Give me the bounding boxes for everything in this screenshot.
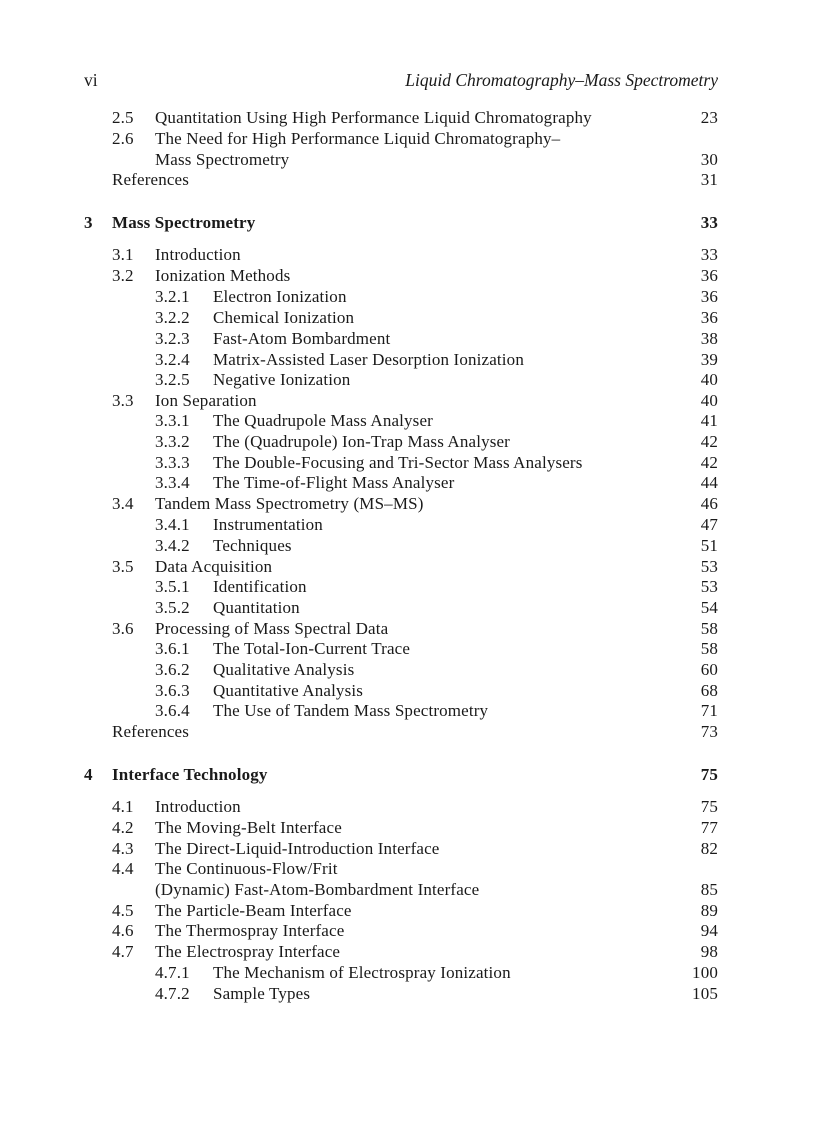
toc-entry-title: Fast-Atom Bombardment bbox=[213, 329, 391, 348]
toc-entry-page: 23 bbox=[700, 108, 718, 127]
toc-subsection-entry bbox=[155, 660, 718, 681]
toc-entry-title: The Thermospray Interface bbox=[155, 921, 345, 940]
toc-subsection-entry bbox=[155, 701, 718, 722]
toc-entry-page: 40 bbox=[700, 391, 718, 410]
toc-entry bbox=[112, 921, 718, 942]
toc-subsection-entry bbox=[155, 984, 718, 1005]
toc-entry-number: 2.5 bbox=[112, 108, 134, 127]
toc-entry-number: 4.4 bbox=[112, 859, 134, 878]
toc-subsection-entry bbox=[155, 515, 718, 536]
toc-entry-title: Techniques bbox=[213, 536, 292, 555]
toc-entry-page: 54 bbox=[700, 598, 718, 617]
toc-entry bbox=[112, 129, 718, 150]
toc-entry bbox=[112, 880, 718, 901]
toc-entry-title: The Direct-Liquid-Introduction Interface bbox=[155, 839, 440, 858]
toc-entry-number: 4.2 bbox=[112, 818, 134, 837]
toc-entry-title: References bbox=[112, 170, 190, 189]
toc-entry-number: 4 bbox=[84, 765, 93, 784]
toc-entry-title: The Particle-Beam Interface bbox=[155, 901, 352, 920]
toc-entry-title: Introduction bbox=[155, 797, 241, 816]
toc-entry-title: Matrix-Assisted Laser Desorption Ionization bbox=[213, 350, 524, 369]
toc-entry-number: 4.6 bbox=[112, 921, 134, 940]
toc-entry-title: The (Quadrupole) Ion-Trap Mass Analyser bbox=[213, 432, 510, 451]
toc-entry-page: 42 bbox=[700, 432, 718, 451]
toc-entry bbox=[112, 266, 718, 287]
toc-entry-number: 3.4.2 bbox=[155, 536, 190, 555]
toc-subsection-entry bbox=[155, 287, 718, 308]
toc-subsection-entry bbox=[155, 577, 718, 598]
toc-entry-page: 30 bbox=[700, 150, 718, 169]
toc-entry-number: 3.3 bbox=[112, 391, 134, 410]
toc-subsection-entry bbox=[155, 639, 718, 660]
toc-entry bbox=[112, 494, 718, 515]
toc-entry-title: The Moving-Belt Interface bbox=[155, 818, 342, 837]
toc-entry-page: 47 bbox=[700, 515, 718, 534]
toc-subsection-entry bbox=[155, 329, 718, 350]
toc-entry-page: 75 bbox=[700, 765, 718, 784]
toc-entry-number: 3.2.5 bbox=[155, 370, 190, 389]
running-title: Liquid Chromatography–Mass Spectrometry bbox=[405, 70, 718, 90]
toc-entry-title: Interface Technology bbox=[112, 765, 268, 784]
toc-entry-number: 2.6 bbox=[112, 129, 134, 148]
toc-entry-page: 36 bbox=[700, 308, 718, 327]
toc-entry-title: Qualitative Analysis bbox=[213, 660, 355, 679]
toc-entry bbox=[112, 557, 718, 578]
toc-entry-title: Ion Separation bbox=[155, 391, 257, 410]
toc-entry-page: 77 bbox=[700, 818, 718, 837]
toc-entry-number: 3.6.1 bbox=[155, 639, 190, 658]
toc-entry bbox=[112, 818, 718, 839]
toc-entry-title: Sample Types bbox=[213, 984, 311, 1003]
toc-entry bbox=[112, 170, 718, 191]
toc-entry-page: 38 bbox=[700, 329, 718, 348]
toc-entry bbox=[112, 245, 718, 266]
toc-entry-title: Mass Spectrometry bbox=[155, 150, 290, 169]
toc-entry-page: 41 bbox=[700, 411, 718, 430]
toc-entry-number: 4.7 bbox=[112, 942, 134, 961]
toc-entry bbox=[112, 797, 718, 818]
toc-entry-number: 3.3.2 bbox=[155, 432, 190, 451]
toc-entry-number: 4.7.1 bbox=[155, 963, 190, 982]
toc-entry-page: 39 bbox=[700, 350, 718, 369]
toc-entry-title: Chemical Ionization bbox=[213, 308, 355, 327]
toc-entry-title: (Dynamic) Fast-Atom-Bombardment Interface bbox=[155, 880, 480, 899]
toc-subsection-entry bbox=[155, 963, 718, 984]
toc-entry bbox=[112, 722, 718, 743]
toc-entry-title: Instrumentation bbox=[213, 515, 323, 534]
toc-entry-page: 46 bbox=[700, 494, 718, 513]
toc-entry-title: Quantitation Using High Performance Liquid Chromatography bbox=[155, 108, 592, 127]
toc-subsection-entry bbox=[155, 536, 718, 557]
toc-entry-number: 3.2.4 bbox=[155, 350, 190, 369]
toc-entry-page: 31 bbox=[700, 170, 718, 189]
toc-chapter-entry bbox=[84, 765, 718, 786]
toc-entry-number: 4.3 bbox=[112, 839, 134, 858]
toc-entry-number: 3.6.2 bbox=[155, 660, 190, 679]
toc-entry-number: 4.1 bbox=[112, 797, 134, 816]
toc-subsection-entry bbox=[155, 473, 718, 494]
page-number: vi bbox=[84, 70, 98, 90]
toc-entry-page: 51 bbox=[700, 536, 718, 555]
toc-entry-page: 82 bbox=[700, 839, 718, 858]
toc-entry-number: 3.5.1 bbox=[155, 577, 190, 596]
toc-entry bbox=[112, 942, 718, 963]
toc-entry-page: 94 bbox=[700, 921, 718, 940]
toc-entry-title: The Time-of-Flight Mass Analyser bbox=[213, 473, 455, 492]
toc-entry-number: 4.5 bbox=[112, 901, 134, 920]
page-header bbox=[84, 69, 718, 91]
toc-entry-title: Introduction bbox=[155, 245, 241, 264]
toc-entry-page: 98 bbox=[700, 942, 718, 961]
toc-entry-page: 60 bbox=[700, 660, 718, 679]
toc-subsection-entry bbox=[155, 453, 718, 474]
toc-entry-title: Identification bbox=[213, 577, 307, 596]
toc-entry-title: Quantitation bbox=[213, 598, 300, 617]
toc-subsection-entry bbox=[155, 432, 718, 453]
toc-entry-title: The Quadrupole Mass Analyser bbox=[213, 411, 433, 430]
toc-entry-page: 73 bbox=[700, 722, 718, 741]
toc-entry-title: Quantitative Analysis bbox=[213, 681, 363, 700]
toc-entry-number: 3.5 bbox=[112, 557, 134, 576]
toc-entry-title: Tandem Mass Spectrometry (MS–MS) bbox=[155, 494, 424, 513]
toc-entry-page: 33 bbox=[700, 213, 718, 232]
toc-entry-number: 3.4 bbox=[112, 494, 134, 513]
toc-entry-page: 100 bbox=[692, 963, 718, 982]
toc-entry-number: 3.2.1 bbox=[155, 287, 190, 306]
toc-entry-number: 3.5.2 bbox=[155, 598, 190, 617]
toc-entry bbox=[112, 619, 718, 640]
toc-chapter-entry bbox=[84, 213, 718, 234]
toc-entry-title: The Total-Ion-Current Trace bbox=[213, 639, 411, 658]
toc-entry bbox=[112, 839, 718, 860]
toc-subsection-entry bbox=[155, 411, 718, 432]
toc-entry-title: Ionization Methods bbox=[155, 266, 291, 285]
toc-entry-title: The Electrospray Interface bbox=[155, 942, 341, 961]
toc-entry-title: The Use of Tandem Mass Spectrometry bbox=[213, 701, 489, 720]
toc-subsection-entry bbox=[155, 681, 718, 702]
toc-entry-title: The Need for High Performance Liquid Chromatography– bbox=[155, 129, 561, 148]
toc-entry-number: 3.1 bbox=[112, 245, 134, 264]
toc-subsection-entry bbox=[155, 598, 718, 619]
toc-entry-number: 3.6 bbox=[112, 619, 134, 638]
toc-entry-number: 3.3.3 bbox=[155, 453, 190, 472]
toc-entry-title: Electron Ionization bbox=[213, 287, 347, 306]
toc-entry-number: 3.6.3 bbox=[155, 681, 190, 700]
toc-entry-title: Negative Ionization bbox=[213, 370, 351, 389]
toc-entry bbox=[112, 391, 718, 412]
toc-entry bbox=[112, 108, 718, 129]
toc-subsection-entry bbox=[155, 308, 718, 329]
toc-entry-page: 58 bbox=[700, 619, 718, 638]
toc-entry bbox=[112, 859, 718, 880]
toc-entry-number: 3.2 bbox=[112, 266, 134, 285]
toc-subsection-entry bbox=[155, 370, 718, 391]
toc-entry-page: 53 bbox=[700, 557, 718, 576]
toc-subsection-entry bbox=[155, 350, 718, 371]
toc-entry-page: 89 bbox=[700, 901, 718, 920]
toc-entry-number: 3.3.4 bbox=[155, 473, 190, 492]
toc-entry-page: 75 bbox=[700, 797, 718, 816]
toc-entry-title: The Double-Focusing and Tri-Sector Mass Analysers bbox=[213, 453, 583, 472]
toc-entry-title: The Continuous-Flow/Frit bbox=[155, 859, 338, 878]
toc-entry-number: 3.4.1 bbox=[155, 515, 190, 534]
toc-entry-page: 68 bbox=[700, 681, 718, 700]
toc-entry-page: 42 bbox=[700, 453, 718, 472]
toc-entry-page: 36 bbox=[700, 287, 718, 306]
toc-entry-page: 105 bbox=[692, 984, 718, 1003]
toc-entry-title: Processing of Mass Spectral Data bbox=[155, 619, 389, 638]
toc-entry-title: The Mechanism of Electrospray Ionization bbox=[213, 963, 511, 982]
toc-entry-page: 53 bbox=[700, 577, 718, 596]
toc-entry-title: References bbox=[112, 722, 190, 741]
toc-entry-number: 3.6.4 bbox=[155, 701, 190, 720]
toc-entry bbox=[112, 901, 718, 922]
toc-entry-number: 3.2.2 bbox=[155, 308, 190, 327]
toc-entry-number: 3.2.3 bbox=[155, 329, 190, 348]
toc-entry-page: 58 bbox=[700, 639, 718, 658]
toc-entry-page: 33 bbox=[700, 245, 718, 264]
toc-entry-page: 36 bbox=[700, 266, 718, 285]
toc-entry-title: Mass Spectrometry bbox=[112, 213, 256, 232]
toc-entry-number: 3.3.1 bbox=[155, 411, 190, 430]
toc-entry-number: 3 bbox=[84, 213, 93, 232]
toc-entry-number: 4.7.2 bbox=[155, 984, 190, 1003]
toc-entry-page: 71 bbox=[700, 701, 718, 720]
toc-entry-page: 44 bbox=[700, 473, 718, 492]
toc-entry-title: Data Acquisition bbox=[155, 557, 273, 576]
toc-entry-page: 40 bbox=[700, 370, 718, 389]
toc-entry-page: 85 bbox=[700, 880, 718, 899]
toc-entry bbox=[112, 150, 718, 171]
